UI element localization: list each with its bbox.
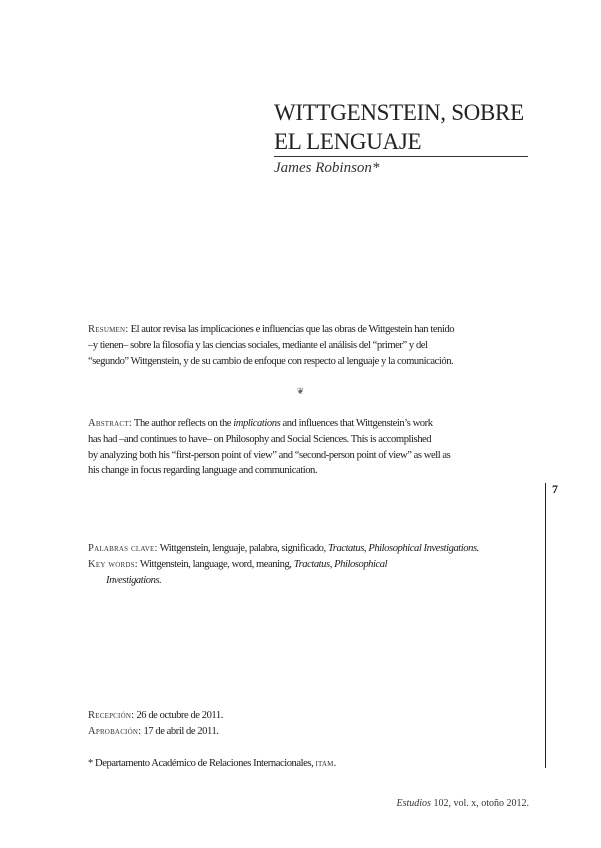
- resumen-line-3: “segundo” Wittgenstein, y de su cambio de enfoque con respecto al lenguaje y la comunicación.: [88, 355, 454, 367]
- keywords-en-label: Key words:: [88, 558, 138, 570]
- keywords-es-label: Palabras clave:: [88, 543, 158, 554]
- keywords-es-italic: Tractatus, Philosophical Investigations.: [327, 543, 479, 554]
- footnote-org: itam.: [315, 758, 337, 769]
- issue-info: 102, vol. x, otoño 2012.: [433, 798, 529, 809]
- reception-label: Recepción:: [88, 710, 135, 721]
- abstract-line-2: has had –and continues to have– on Philosophy and Social Sciences. This is accomplished: [88, 433, 432, 445]
- title-line-1: WITTGENSTEIN, SOBRE: [274, 100, 524, 125]
- resumen-block: [88, 322, 528, 369]
- resumen-line-1: El autor revisa las implicaciones e influencias que las obras de Wittgestein han tenido: [130, 324, 455, 335]
- abstract-line-3: by analyzing both his “first-person point of view” and “second-person point of view” as well as: [88, 449, 451, 461]
- resumen-label: Resumen:: [88, 324, 129, 335]
- keywords-block: [88, 541, 528, 588]
- keywords-es-plain: Wittgenstein, lenguaje, palabra, significado,: [159, 543, 326, 554]
- keywords-en-italic-2: Investigations.: [106, 574, 162, 586]
- abstract-line-4: his change in focus regarding language and communication.: [88, 465, 318, 477]
- page-number: 7: [552, 482, 558, 496]
- approval-value: 17 de abril de 2011.: [143, 725, 219, 737]
- approval-label: Aprobación:: [88, 725, 142, 737]
- keywords-en-plain: Wittgenstein, language, word, meaning,: [139, 558, 292, 570]
- title-rule: [274, 156, 528, 157]
- resumen-line-2: –y tienen– sobre la filosofía y las ciencias sociales, mediante el análisis del “primer” y del: [88, 339, 428, 351]
- reception-value: 26 de octubre de 2011.: [136, 710, 223, 721]
- abstract-block: [88, 416, 528, 479]
- author-name: James Robinson*: [274, 160, 380, 176]
- ornament-divider: ❦: [296, 386, 305, 396]
- running-footer: [396, 798, 529, 809]
- abstract-line-1a: The author reflects on the: [133, 418, 232, 429]
- footnote-text: * Departamento Académico de Relaciones Internacionales,: [88, 758, 314, 769]
- journal-name: Estudios: [396, 798, 431, 809]
- margin-rule: [545, 483, 546, 768]
- keywords-en-italic-1: Tractatus, Philosophical: [293, 558, 388, 570]
- abstract-line-1c: and influences that Wittgenstein’s work: [282, 418, 433, 429]
- abstract-label: Abstract:: [88, 418, 132, 429]
- abstract-line-1b: implications: [233, 418, 281, 429]
- article-title: [274, 98, 528, 156]
- footnote: [88, 756, 528, 772]
- title-line-2: EL LENGUAJE: [274, 129, 422, 154]
- dates-block: [88, 708, 528, 740]
